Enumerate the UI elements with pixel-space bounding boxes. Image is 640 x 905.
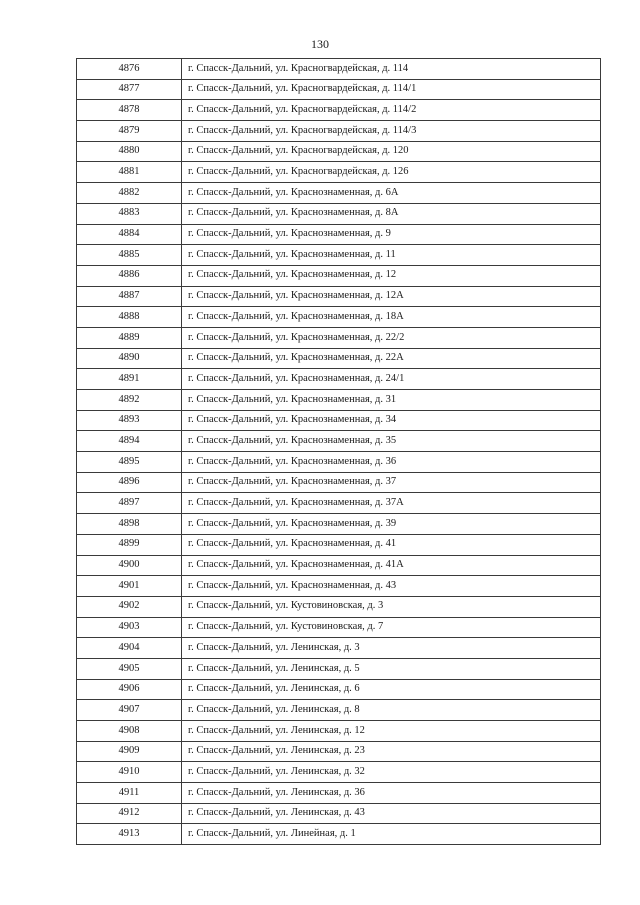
address-cell: г. Спасск-Дальний, ул. Краснознаменная, д. 22А — [182, 348, 601, 369]
table-row — [77, 327, 601, 348]
row-number-cell: 4885 — [77, 245, 182, 266]
row-number-cell: 4912 — [77, 803, 182, 824]
row-number-cell: 4894 — [77, 431, 182, 452]
address-cell: г. Спасск-Дальний, ул. Ленинская, д. 32 — [182, 762, 601, 783]
row-number-cell: 4903 — [77, 617, 182, 638]
table-row — [77, 783, 601, 804]
row-number-cell: 4900 — [77, 555, 182, 576]
address-cell: г. Спасск-Дальний, ул. Краснознаменная, д. 9 — [182, 224, 601, 245]
address-cell: г. Спасск-Дальний, ул. Краснознаменная, д. 6А — [182, 183, 601, 204]
table-row — [77, 472, 601, 493]
address-cell: г. Спасск-Дальний, ул. Линейная, д. 1 — [182, 824, 601, 845]
page-number: 130 — [311, 37, 329, 51]
row-number-cell: 4880 — [77, 141, 182, 162]
address-table-body — [77, 59, 601, 845]
row-number-cell: 4888 — [77, 307, 182, 328]
row-number-cell: 4881 — [77, 162, 182, 183]
table-row — [77, 183, 601, 204]
table-row — [77, 617, 601, 638]
table-row — [77, 638, 601, 659]
address-cell: г. Спасск-Дальний, ул. Краснознаменная, д. 37 — [182, 472, 601, 493]
address-cell: г. Спасск-Дальний, ул. Ленинская, д. 8 — [182, 700, 601, 721]
address-cell: г. Спасск-Дальний, ул. Краснознаменная, д. 24/1 — [182, 369, 601, 390]
table-row — [77, 534, 601, 555]
table-row — [77, 141, 601, 162]
table-row — [77, 245, 601, 266]
address-cell: г. Спасск-Дальний, ул. Красногвардейская, д. 114 — [182, 59, 601, 80]
address-cell: г. Спасск-Дальний, ул. Кустовиновская, д. 7 — [182, 617, 601, 638]
address-cell: г. Спасск-Дальний, ул. Ленинская, д. 36 — [182, 783, 601, 804]
row-number-cell: 4883 — [77, 203, 182, 224]
table-row — [77, 307, 601, 328]
row-number-cell: 4901 — [77, 576, 182, 597]
table-row — [77, 203, 601, 224]
address-cell: г. Спасск-Дальний, ул. Краснознаменная, д. 12 — [182, 265, 601, 286]
row-number-cell: 4882 — [77, 183, 182, 204]
row-number-cell: 4879 — [77, 121, 182, 142]
table-row — [77, 369, 601, 390]
row-number-cell: 4887 — [77, 286, 182, 307]
table-row — [77, 224, 601, 245]
row-number-cell: 4897 — [77, 493, 182, 514]
table-row — [77, 555, 601, 576]
row-number-cell: 4910 — [77, 762, 182, 783]
address-cell: г. Спасск-Дальний, ул. Ленинская, д. 12 — [182, 721, 601, 742]
row-number-cell: 4876 — [77, 59, 182, 80]
address-cell: г. Спасск-Дальний, ул. Кустовиновская, д. 3 — [182, 596, 601, 617]
table-row — [77, 679, 601, 700]
address-cell: г. Спасск-Дальний, ул. Краснознаменная, д. 34 — [182, 410, 601, 431]
row-number-cell: 4877 — [77, 79, 182, 100]
address-cell: г. Спасск-Дальний, ул. Краснознаменная, д. 41А — [182, 555, 601, 576]
table-row — [77, 514, 601, 535]
table-row — [77, 390, 601, 411]
row-number-cell: 4884 — [77, 224, 182, 245]
row-number-cell: 4896 — [77, 472, 182, 493]
address-cell: г. Спасск-Дальний, ул. Ленинская, д. 5 — [182, 658, 601, 679]
address-table — [76, 58, 601, 845]
row-number-cell: 4895 — [77, 452, 182, 473]
row-number-cell: 4892 — [77, 390, 182, 411]
row-number-cell: 4902 — [77, 596, 182, 617]
address-cell: г. Спасск-Дальний, ул. Краснознаменная, д. 12А — [182, 286, 601, 307]
table-row — [77, 59, 601, 80]
table-row — [77, 100, 601, 121]
row-number-cell: 4904 — [77, 638, 182, 659]
address-cell: г. Спасск-Дальний, ул. Краснознаменная, д. 36 — [182, 452, 601, 473]
address-cell: г. Спасск-Дальний, ул. Ленинская, д. 23 — [182, 741, 601, 762]
row-number-cell: 4909 — [77, 741, 182, 762]
address-cell: г. Спасск-Дальний, ул. Красногвардейская, д. 120 — [182, 141, 601, 162]
row-number-cell: 4890 — [77, 348, 182, 369]
address-cell: г. Спасск-Дальний, ул. Краснознаменная, д. 39 — [182, 514, 601, 535]
address-cell: г. Спасск-Дальний, ул. Краснознаменная, д. 43 — [182, 576, 601, 597]
table-row — [77, 700, 601, 721]
address-cell: г. Спасск-Дальний, ул. Краснознаменная, д. 11 — [182, 245, 601, 266]
address-cell: г. Спасск-Дальний, ул. Красногвардейская, д. 114/2 — [182, 100, 601, 121]
address-cell: г. Спасск-Дальний, ул. Краснознаменная, д. 18А — [182, 307, 601, 328]
address-cell: г. Спасск-Дальний, ул. Краснознаменная, д. 41 — [182, 534, 601, 555]
table-row — [77, 576, 601, 597]
row-number-cell: 4907 — [77, 700, 182, 721]
row-number-cell: 4878 — [77, 100, 182, 121]
table-row — [77, 79, 601, 100]
address-cell: г. Спасск-Дальний, ул. Красногвардейская, д. 114/1 — [182, 79, 601, 100]
table-row — [77, 410, 601, 431]
row-number-cell: 4886 — [77, 265, 182, 286]
row-number-cell: 4908 — [77, 721, 182, 742]
row-number-cell: 4889 — [77, 327, 182, 348]
table-row — [77, 741, 601, 762]
address-cell: г. Спасск-Дальний, ул. Ленинская, д. 3 — [182, 638, 601, 659]
table-row — [77, 162, 601, 183]
table-row — [77, 658, 601, 679]
table-row — [77, 452, 601, 473]
address-cell: г. Спасск-Дальний, ул. Краснознаменная, д. 8А — [182, 203, 601, 224]
row-number-cell: 4913 — [77, 824, 182, 845]
row-number-cell: 4893 — [77, 410, 182, 431]
row-number-cell: 4899 — [77, 534, 182, 555]
address-cell: г. Спасск-Дальний, ул. Краснознаменная, д. 22/2 — [182, 327, 601, 348]
table-row — [77, 348, 601, 369]
table-row — [77, 265, 601, 286]
table-row — [77, 803, 601, 824]
table-row — [77, 431, 601, 452]
table-row — [77, 762, 601, 783]
table-row — [77, 721, 601, 742]
table-row — [77, 493, 601, 514]
address-cell: г. Спасск-Дальний, ул. Краснознаменная, д. 31 — [182, 390, 601, 411]
address-cell: г. Спасск-Дальний, ул. Краснознаменная, д. 37А — [182, 493, 601, 514]
row-number-cell: 4911 — [77, 783, 182, 804]
table-row — [77, 286, 601, 307]
table-row — [77, 596, 601, 617]
row-number-cell: 4905 — [77, 658, 182, 679]
table-row — [77, 824, 601, 845]
address-cell: г. Спасск-Дальний, ул. Красногвардейская, д. 114/3 — [182, 121, 601, 142]
address-cell: г. Спасск-Дальний, ул. Красногвардейская, д. 126 — [182, 162, 601, 183]
row-number-cell: 4906 — [77, 679, 182, 700]
row-number-cell: 4898 — [77, 514, 182, 535]
row-number-cell: 4891 — [77, 369, 182, 390]
address-cell: г. Спасск-Дальний, ул. Ленинская, д. 6 — [182, 679, 601, 700]
address-cell: г. Спасск-Дальний, ул. Краснознаменная, д. 35 — [182, 431, 601, 452]
address-cell: г. Спасск-Дальний, ул. Ленинская, д. 43 — [182, 803, 601, 824]
table-row — [77, 121, 601, 142]
